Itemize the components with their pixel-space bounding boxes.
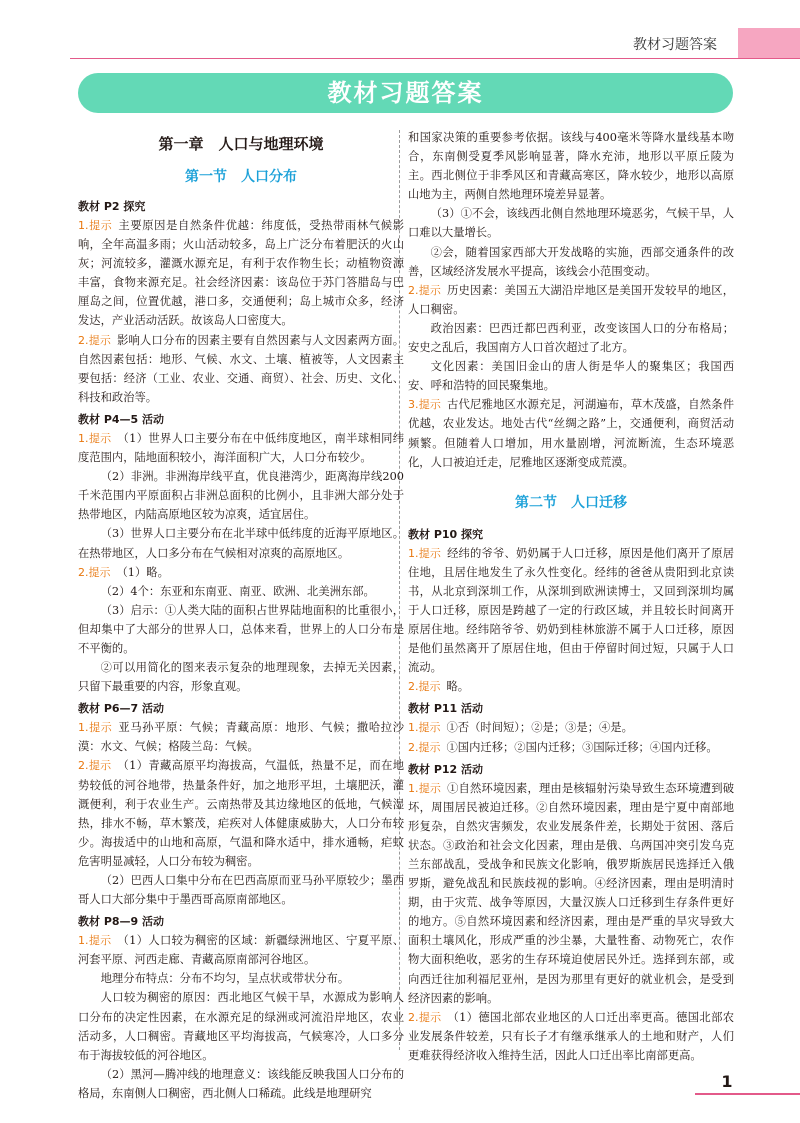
page-title-banner: 教材习题答案 (78, 73, 733, 113)
answer-paragraph: 人口较为稠密的原因：西北地区气候干旱，水源成为影响人口分布的决定性因素，在水源充足的绿洲或河流沿岸地区，农业活动多，人口稠密。青藏地区平均海拔高，气候寒冷，人口多分布于海拔较低的河谷地区。 (78, 991, 404, 1062)
answer-item: 1.提示 （1）人口较为稠密的区域：新疆绿洲地区、宁夏平原、河套平原、河西走廊、青藏高原南部河谷地区。 (78, 934, 404, 967)
answer-item: 3.提示 古代尼雅地区水源充足，河湖遍布，草木茂盛，自然条件优越，农业发达。地处古代“丝绸之路”上，交通便利，商贸活动频繁。但随着人口增加，用水量剧增，河流断流，生态环境恶化，人口被迫迁走，尼雅地区逐渐变成荒漠。 (408, 398, 734, 469)
hint-label: 1.提示 (408, 781, 442, 795)
header-rule (70, 58, 800, 59)
answer-paragraph: 和国家决策的重要参考依据。该线与400毫米等降水量线基本吻合，东南侧受夏季风影响显著，降水充沛，地形以平原丘陵为主。西北侧位于非季风区和青藏高寒区，降水较少，地形以高原山地为主，两侧自然地理环境差异显著。 (408, 131, 734, 202)
answer-paragraph: （3）世界人口主要分布在北半球中低纬度的近海平原地区。在热带地区，人口多分布在气候相对凉爽的高原地区。 (78, 527, 404, 560)
hint-label: 1.提示 (408, 721, 441, 735)
exercise-heading: 教材 P4—5 活动 (78, 412, 165, 426)
answer-item: 2.提示 （1）略。 (78, 565, 169, 579)
answer-paragraph: （3）启示：①人类大陆的面积占世界陆地面积的比重很小，但却集中了大部分的世界人口，总体来看，世界上的人口分布是不平衡的。 (78, 603, 404, 655)
exercise-heading: 教材 P11 活动 (408, 702, 484, 716)
answer-paragraph: （2）黑河—腾冲线的地理意义：该线能反映我国人口分布的格局，东南侧人口稠密，西北侧人口稀疏。此线是地理研究 (78, 1067, 404, 1100)
answer-paragraph: 地理分布特点：分布不均匀，呈点状或带状分布。 (100, 972, 350, 986)
header-accent-block (738, 28, 800, 58)
hint-label: 2.提示 (408, 1010, 442, 1024)
right-column (408, 128, 734, 1065)
hint-label: 2.提示 (408, 680, 441, 694)
exercise-heading: 教材 P2 探究 (78, 200, 146, 213)
answer-item: 1.提示 主要原因是自然条件优越：纬度低，受热带雨林气候影响，全年高温多雨；火山活动较多，岛上广泛分布着肥沃的火山灰；河流较多，灌溉水源充足，有利于农作物生长；动植物资源丰富，食物来源充足。社会经济因素：该岛位于苏门答腊岛与巴厘岛之间，位置优越，港口多，交通便利；岛上城市众多，经济发达，产业活动活跃。故该岛人口密度大。 (78, 219, 404, 328)
answer-item: 1.提示 ①自然环境因素，理由是核辐射污染导致生态环境遭到破坏，周围居民被迫迁移。②自然环境因素，理由是宁夏中南部地形复杂，自然灾害频发，农业发展条件差，长期处于贫困、落后状态。③政治和社会文化因素，理由是俄、乌两国冲突引发乌克兰东部战乱，受战争和民族文化影响，俄罗斯族居民选择迁入俄罗斯，避免战乱和民族歧视的影响。④经济因素，理由是明清时期，由于灾荒、战争等原因，大量汉族人口迁移到生存条件更好的地方。⑤自然环境因素和经济因素，理由是严重的旱灾导致大面积土壤风化，形成严重的沙尘暴，大量牲畜、动物死亡，农作物大面积绝收，恶劣的生存环境迫使居民外迁。选择到东部，或向西迁往加利福尼亚州，是因为那里有更好的就业机会，是受到经济因素的影响。 (408, 781, 734, 1005)
hint-label: 2.提示 (78, 333, 112, 347)
answer-item: 2.提示 （1）青藏高原平均海拔高，气温低，热量不足，而在地势较低的河谷地带，热量条件好，加之地形平坦，土壤肥沃，灌溉便利，利于农业生产。云南热带及其边缘地区的低地，气候湿热，排水不畅，草木繁茂，疟疾对人体健康威胁大，人口分布较少。海拔适中的山地和高原，气温和降水适中，排水通畅，疟蚊危害明显减轻，人口分布较为稠密。 (78, 759, 404, 868)
answer-item: 1.提示 经纬的爷爷、奶奶属于人口迁移，原因是他们离开了原居住地，且居住地发生了永久性变化。经纬的爸爸从贵阳到北京读书，从北京到深圳工作，从深圳到欧洲读博士，又回到深圳均属于人口迁移，原因是跨越了一定的行政区域，并且较长时间离开原居住地。经纬陪爷爷、奶奶到桂林旅游不属于人口迁移，原因是他们虽然离开了原居住地，但由于停留时间过短，只属于人口流动。 (408, 546, 734, 675)
header-label: 教材习题答案 (633, 37, 717, 53)
footer-rule (695, 1093, 800, 1095)
answer-paragraph: ②可以用简化的图来表示复杂的地理现象，去掉无关因素，只留下最重要的内容，形象直观。 (78, 661, 404, 694)
answer-item: 2.提示 略。 (408, 680, 470, 694)
hint-label: 2.提示 (78, 565, 111, 579)
page-number: 1 (721, 1072, 733, 1091)
answer-item: 1.提示 ①否（时间短）；②是；③是；④是。 (408, 721, 633, 735)
section-title: 第一节 人口分布 (185, 169, 297, 185)
hint-label: 1.提示 (408, 546, 442, 560)
exercise-heading: 教材 P12 活动 (408, 762, 484, 776)
chapter-title: 第一章 人口与地理环境 (158, 135, 324, 153)
hint-label: 3.提示 (408, 398, 442, 412)
left-column (78, 128, 404, 1103)
hint-label: 1.提示 (78, 431, 112, 445)
answer-item: 2.提示 （1）德国北部农业地区的人口迁出率更高。德国北部农业发展条件较差，只有长子才有继承继承人的土地和财产，人们更难获得经济收入维持生活，因此人口迁出率比南部更高。 (408, 1010, 734, 1062)
answer-item: 1.提示 （1）世界人口主要分布在中低纬度地区，南半球相同纬度范围内，陆地面积较小，海洋面积广大，人口分布较少。 (78, 431, 404, 465)
hint-label: 1.提示 (78, 219, 113, 232)
exercise-heading: 教材 P6—7 活动 (78, 702, 165, 716)
hint-label: 2.提示 (408, 740, 441, 754)
answer-paragraph: （2）巴西人口集中分布在巴西高原而亚马孙平原较少；墨西哥人口大部分集中于墨西哥高原南部地区。 (78, 874, 404, 907)
hint-label: 1.提示 (78, 934, 112, 948)
answer-paragraph: （2）非洲。非洲海岸线平直，优良港湾少，距离海岸线200千米范围内平原面积占非洲总面积的比例小，且非洲大部分处于热带地区，内陆高原地区较为凉爽，适宜居住。 (78, 470, 404, 522)
exercise-heading: 教材 P8—9 活动 (78, 915, 165, 929)
answer-paragraph: （2）4个：东亚和东南亚、南亚、欧洲、北美洲东部。 (100, 584, 375, 598)
answer-item: 2.提示 影响人口分布的因素主要有自然因素与人文因素两方面。自然因素包括：地形、气候、水文、土壤、植被等，人文因素主要包括：经济（工业、农业、交通、商贸）、社会、历史、文化、科技和政治等。 (78, 333, 404, 404)
section-title: 第二节 人口迁移 (515, 494, 627, 511)
answer-paragraph: （3）①不会，该线西北侧自然地理环境恶劣，气候干旱，人口难以大量增长。 (408, 207, 734, 240)
exercise-heading: 教材 P10 探究 (408, 527, 484, 541)
hint-label: 2.提示 (78, 759, 112, 773)
answer-paragraph: 文化因素：美国旧金山的唐人街是华人的聚集区；我国西安、呼和浩特的回民聚集地。 (408, 360, 734, 393)
answer-paragraph: 政治因素：巴西迁都巴西利亚，改变该国人口的分布格局；安史之乱后，我国南方人口首次超过了北方。 (408, 321, 734, 355)
hint-label: 1.提示 (78, 721, 113, 735)
answer-item: 2.提示 ①国内迁移；②国内迁移；③国际迁移；④国内迁移。 (408, 740, 718, 754)
answer-paragraph: ②会，随着国家西部大开发战略的实施，西部交通条件的改善，区域经济发展水平提高，该线会小范围变动。 (408, 245, 734, 278)
answer-item: 2.提示 历史因素：美国五大湖沿岸地区是美国开发较早的地区，人口稠密。 (408, 283, 734, 316)
hint-label: 2.提示 (408, 283, 442, 297)
answer-item: 1.提示 亚马孙平原：气候；青藏高原：地形、气候；撒哈拉沙漠：水文、气候；格陵兰岛：气候。 (78, 721, 404, 754)
